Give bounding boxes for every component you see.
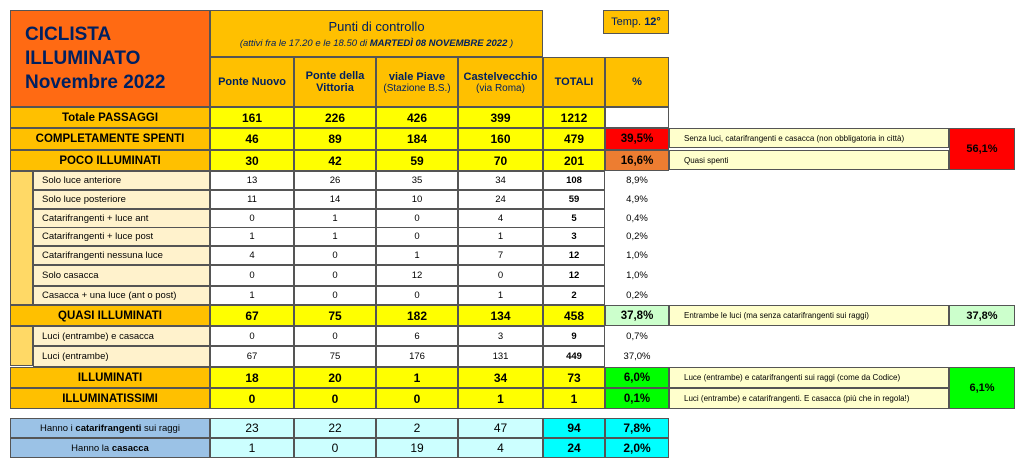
label-bold: casacca <box>111 442 149 454</box>
row-label: Totale PASSAGGI <box>10 107 210 128</box>
row-label: Luci (entrambe) e casacca <box>33 326 210 346</box>
row-value: 0 <box>210 326 294 346</box>
row-value: 0 <box>376 388 458 409</box>
row-label: Catarifrangenti + luce post <box>33 227 210 246</box>
summary-illuminati-total: 6,1% <box>949 367 1015 409</box>
row-value: 89 <box>294 128 376 150</box>
checkpoints-header <box>210 10 543 57</box>
row-value: 0 <box>376 286 458 305</box>
row-percent: 0,2% <box>605 227 669 246</box>
row-label: ILLUMINATI <box>10 367 210 388</box>
row-percent: 39,5% <box>605 128 669 150</box>
title-line-3: Novembre 2022 <box>25 71 166 93</box>
row-label: Catarifrangenti nessuna luce <box>33 246 210 265</box>
row-label: ILLUMINATISSIMI <box>10 388 210 409</box>
row-value: 399 <box>458 107 543 128</box>
row-value: 4 <box>458 209 543 228</box>
bottom-row-value: 22 <box>294 418 376 438</box>
row-value: 35 <box>376 171 458 190</box>
row-label: QUASI ILLUMINATI <box>10 305 210 326</box>
row-label: Solo luce anteriore <box>33 171 210 190</box>
row-percent: 16,6% <box>605 150 669 171</box>
row-total: 9 <box>543 326 605 346</box>
row-value: 26 <box>294 171 376 190</box>
row-total: 449 <box>543 346 605 367</box>
row-value: 131 <box>458 346 543 367</box>
col-header-totali: TOTALI <box>543 57 605 107</box>
row-value: 1 <box>458 286 543 305</box>
row-total: 12 <box>543 265 605 286</box>
row-value: 1 <box>210 286 294 305</box>
row-value: 42 <box>294 150 376 171</box>
row-value: 0 <box>210 265 294 286</box>
row-total: 1 <box>543 388 605 409</box>
row-value: 13 <box>210 171 294 190</box>
row-value: 0 <box>210 209 294 228</box>
label-bold: catarifrangenti <box>75 422 142 434</box>
bottom-row-value: 4 <box>458 438 543 458</box>
row-value: 4 <box>210 246 294 265</box>
title-line-1: CICLISTA <box>25 23 112 45</box>
row-total: 12 <box>543 246 605 265</box>
active-time-note <box>240 38 513 49</box>
row-percent: 0,4% <box>605 209 669 228</box>
row-value: 34 <box>458 171 543 190</box>
row-value: 0 <box>376 227 458 246</box>
row-percent <box>605 107 669 128</box>
row-value: 14 <box>294 190 376 209</box>
row-value: 0 <box>376 209 458 228</box>
note-illuminati: Luce (entrambe) e catarifrangenti sui raggi (come da Codice) <box>669 367 949 388</box>
bottom-row-percent: 2,0% <box>605 438 669 458</box>
row-value: 1 <box>294 227 376 246</box>
row-value: 24 <box>458 190 543 209</box>
indent-poco <box>10 171 33 305</box>
row-label: POCO ILLUMINATI <box>10 150 210 171</box>
row-value: 6 <box>376 326 458 346</box>
row-value: 176 <box>376 346 458 367</box>
row-value: 0 <box>294 246 376 265</box>
row-value: 134 <box>458 305 543 326</box>
row-percent: 6,0% <box>605 367 669 388</box>
row-label: Casacca + una luce (ant o post) <box>33 286 210 305</box>
row-value: 67 <box>210 346 294 367</box>
row-value: 0 <box>210 388 294 409</box>
row-total: 3 <box>543 227 605 246</box>
row-label: Luci (entrambe) <box>33 346 210 367</box>
row-percent: 8,9% <box>605 171 669 190</box>
row-total: 479 <box>543 128 605 150</box>
summary-spenti-total: 56,1% <box>949 128 1015 170</box>
label-post: sui raggi <box>141 422 180 434</box>
row-label: Solo casacca <box>33 265 210 286</box>
row-percent: 37,8% <box>605 305 669 326</box>
row-value: 1 <box>458 388 543 409</box>
bottom-row-value: 1 <box>210 438 294 458</box>
note-spenti: Senza luci, catarifrangenti e casacca (non obbligatoria in città) <box>669 128 949 148</box>
row-value: 184 <box>376 128 458 150</box>
active-prefix: (attivi fra le 17.20 e le 18.50 di <box>239 37 370 49</box>
col-header-castelvecchio: Castelvecchio (via Roma) <box>458 57 543 107</box>
note-poco: Quasi spenti <box>669 150 949 170</box>
indent-quasi <box>10 326 33 366</box>
row-value: 226 <box>294 107 376 128</box>
row-value: 18 <box>210 367 294 388</box>
col-header-viale-piave: viale Piave (Stazione B.S.) <box>376 57 458 107</box>
row-value: 0 <box>294 265 376 286</box>
active-suffix: ) <box>507 37 514 49</box>
row-percent: 37,0% <box>605 346 669 367</box>
row-total: 1212 <box>543 107 605 128</box>
row-value: 1 <box>210 227 294 246</box>
row-total: 458 <box>543 305 605 326</box>
row-value: 1 <box>376 246 458 265</box>
row-value: 75 <box>294 305 376 326</box>
row-value: 59 <box>376 150 458 171</box>
temperature-badge <box>603 10 669 34</box>
row-value: 426 <box>376 107 458 128</box>
row-total: 73 <box>543 367 605 388</box>
bottom-row-value: 2 <box>376 418 458 438</box>
row-percent: 1,0% <box>605 246 669 265</box>
row-label: COMPLETAMENTE SPENTI <box>10 128 210 150</box>
col-header-ponte-nuovo: Ponte Nuovo <box>210 57 294 107</box>
row-value: 0 <box>294 286 376 305</box>
row-value: 10 <box>376 190 458 209</box>
bottom-row-percent: 7,8% <box>605 418 669 438</box>
row-value: 30 <box>210 150 294 171</box>
active-date: MARTEDÌ 08 NOVEMBRE 2022 <box>369 37 508 49</box>
row-value: 161 <box>210 107 294 128</box>
row-value: 7 <box>458 246 543 265</box>
bottom-row-value: 47 <box>458 418 543 438</box>
row-value: 67 <box>210 305 294 326</box>
row-value: 1 <box>376 367 458 388</box>
row-total: 108 <box>543 171 605 190</box>
bottom-row-label <box>10 438 210 458</box>
row-value: 0 <box>294 388 376 409</box>
bottom-row-value: 23 <box>210 418 294 438</box>
note-quasi: Entrambe le luci (ma senza catarifrangenti sui raggi) <box>669 305 949 326</box>
row-percent: 0,2% <box>605 286 669 305</box>
bottom-row-label <box>10 418 210 438</box>
summary-quasi-total: 37,8% <box>949 305 1015 326</box>
bottom-row-value: 19 <box>376 438 458 458</box>
label-pre: Hanno la <box>71 442 112 454</box>
bottom-row-total: 94 <box>543 418 605 438</box>
row-value: 182 <box>376 305 458 326</box>
row-value: 11 <box>210 190 294 209</box>
temp-value: 12° <box>644 16 661 28</box>
row-total: 201 <box>543 150 605 171</box>
checkpoints-title: Punti di controllo <box>328 18 425 34</box>
note-illuminatissimi: Luci (entrambe) e catarifrangenti. E casacca (più che in regola!) <box>669 388 949 409</box>
row-total: 2 <box>543 286 605 305</box>
row-value: 160 <box>458 128 543 150</box>
row-value: 12 <box>376 265 458 286</box>
label-pre: Hanno i <box>40 422 76 434</box>
row-percent: 1,0% <box>605 265 669 286</box>
row-total: 59 <box>543 190 605 209</box>
row-percent: 4,9% <box>605 190 669 209</box>
row-label: Solo luce posteriore <box>33 190 210 209</box>
row-value: 0 <box>458 265 543 286</box>
bottom-row-value: 0 <box>294 438 376 458</box>
row-percent: 0,1% <box>605 388 669 409</box>
row-value: 46 <box>210 128 294 150</box>
row-value: 70 <box>458 150 543 171</box>
row-value: 75 <box>294 346 376 367</box>
title-line-2: ILLUMINATO <box>25 47 141 69</box>
col-header-percent: % <box>605 57 669 107</box>
row-percent: 0,7% <box>605 326 669 346</box>
row-value: 3 <box>458 326 543 346</box>
col-header-ponte-vittoria: Ponte della Vittoria <box>294 57 376 107</box>
row-value: 34 <box>458 367 543 388</box>
row-total: 5 <box>543 209 605 228</box>
row-value: 1 <box>294 209 376 228</box>
temp-label: Temp. <box>611 16 642 28</box>
title-block <box>10 10 210 107</box>
row-value: 20 <box>294 367 376 388</box>
bottom-row-total: 24 <box>543 438 605 458</box>
row-value: 1 <box>458 227 543 246</box>
row-value: 0 <box>294 326 376 346</box>
row-label: Catarifrangenti + luce ant <box>33 209 210 228</box>
